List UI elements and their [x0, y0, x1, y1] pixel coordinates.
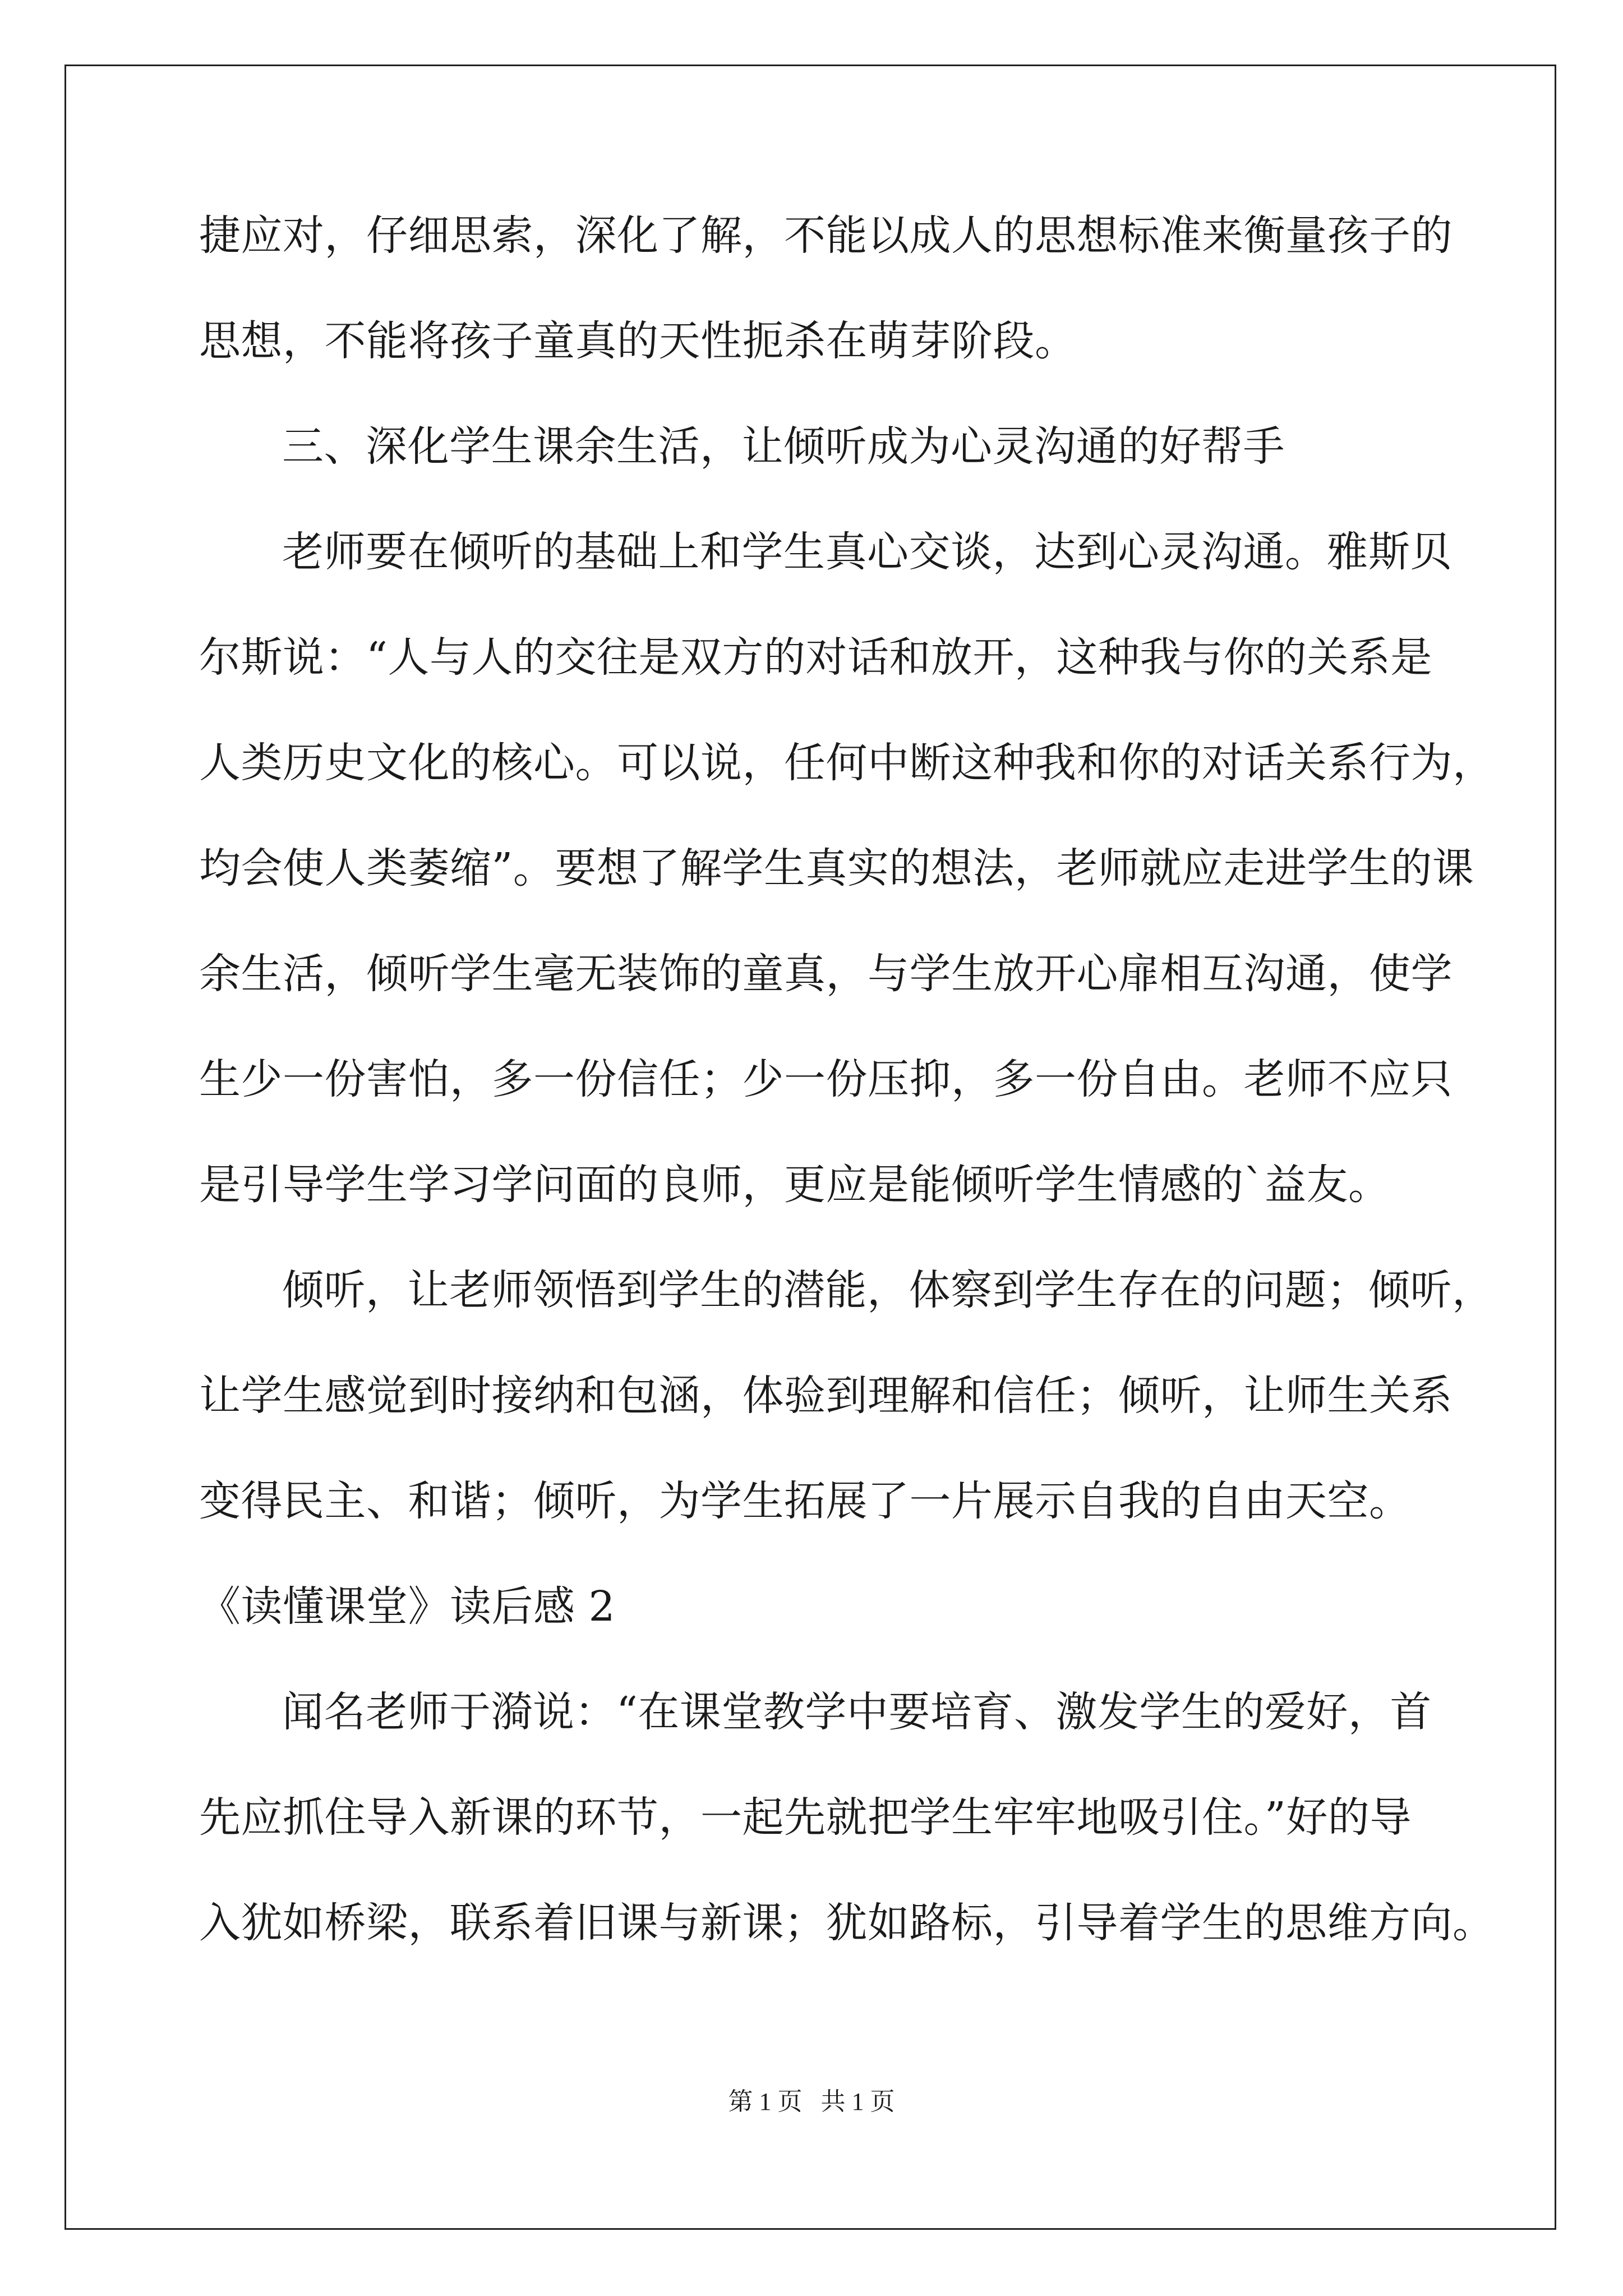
- text-line: 均会使人类萎缩”。要想了解学生真实的想法，老师就应走进学生的课: [199, 844, 1474, 892]
- text-line: 生少一份害怕，多一份信任；少一份压抑，多一份自由。老师不应只: [199, 1055, 1453, 1103]
- text-line: 闻名老师于漪说：“在课堂教学中要培育、激发学生的爱好，首: [282, 1688, 1432, 1736]
- text-line: 变得民主、和谐；倾听，为学生拓展了一片展示自我的自由天空。: [199, 1477, 1411, 1525]
- text-line: 先应抓住导入新课的环节，一起先就把学生牢牢地吸引住。”好的导: [199, 1793, 1412, 1842]
- text-line: 捷应对，仔细思索，深化了解，不能以成人的思想标准来衡量孩子的: [199, 211, 1453, 260]
- text-line: 入犹如桥梁，联系着旧课与新课；犹如路标，引导着学生的思维方向。: [199, 1899, 1495, 1947]
- article-title: 《读懂课堂》读后感 2: [199, 1582, 616, 1631]
- text-line: 思想，不能将孩子童真的天性扼杀在萌芽阶段。: [199, 317, 1077, 365]
- text-line: 余生活，倾听学生毫无装饰的童真，与学生放开心扉相互沟通，使学: [199, 950, 1453, 998]
- text-line: 倾听，让老师领悟到学生的潜能，体察到学生存在的问题；倾听，: [282, 1266, 1494, 1314]
- text-line: 让学生感觉到时接纳和包涵，体验到理解和信任；倾听，让师生关系: [199, 1372, 1453, 1420]
- text-line: 老师要在倾听的基础上和学生真心交谈，达到心灵沟通。雅斯贝: [282, 528, 1452, 576]
- text-line: 是引导学生学习学问面的良师，更应是能倾听学生情感的`益友。: [199, 1161, 1390, 1209]
- page-number: 第 1 页 共 1 页: [728, 2088, 895, 2115]
- text-line: 尔斯说：“人与人的交往是双方的对话和放开，这种我与你的关系是: [199, 633, 1432, 682]
- section-heading: 三、深化学生课余生活，让倾听成为心灵沟通的好帮手: [282, 422, 1285, 471]
- text-line: 人类历史文化的核心。可以说，任何中断这种我和你的对话关系行为，: [199, 739, 1495, 787]
